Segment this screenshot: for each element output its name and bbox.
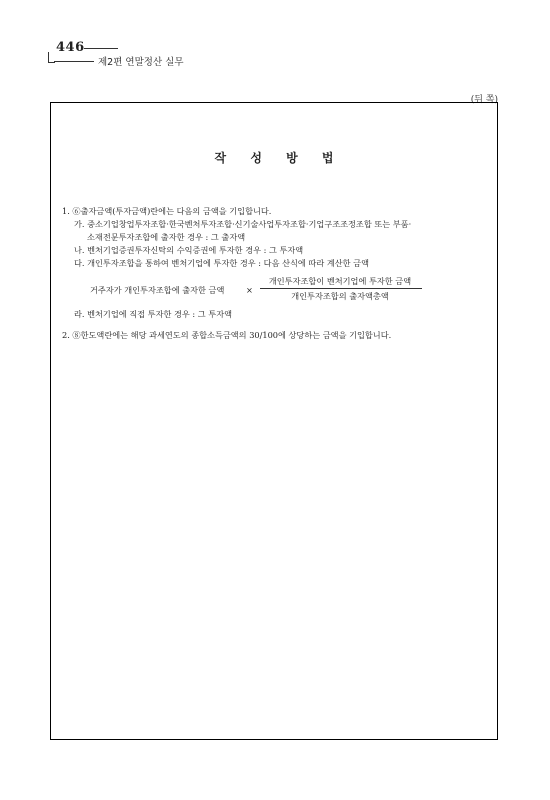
item-1-na: 나. 벤처기업증권투자신탁의 수익증권에 투자한 경우 : 그 투자액 xyxy=(74,245,304,255)
item-1-ga-line2: 소재전문투자조합에 출자한 경우 : 그 출자액 xyxy=(87,232,246,242)
item-2-heading: 2. ⑧한도액란에는 해당 과세연도의 종합소득금액의 30/100에 상당하는 금액을 기입합니다. xyxy=(62,330,392,340)
item-1-ra: 라. 벤처기업에 직접 투자한 경우 : 그 투자액 xyxy=(74,309,233,319)
calculation-formula xyxy=(62,275,492,305)
form-title: 작 성 방 법 xyxy=(214,151,344,165)
spacer xyxy=(62,321,492,329)
instructions-content xyxy=(62,205,492,342)
formula-prefix: 거주자가 개인투자조합에 출자한 금액 xyxy=(90,285,225,295)
page-number: 446 xyxy=(56,40,85,55)
formula-multiply-sign: × xyxy=(246,285,253,295)
item-1-da: 다. 개인투자조합을 통하여 벤처기업에 투자한 경우 : 다음 산식에 따라 계산한 금액 xyxy=(74,258,369,268)
header-rule-top xyxy=(84,48,118,49)
header-rule-bottom xyxy=(54,61,94,62)
formula-fraction-bar xyxy=(260,288,422,289)
back-side-label: (뒤 쪽) xyxy=(470,95,498,105)
instructions-box xyxy=(50,102,498,740)
section-title: 제2편 연말정산 실무 xyxy=(98,57,184,68)
formula-numerator: 개인투자조합이 벤처기업에 투자한 금액 xyxy=(268,276,412,286)
item-1-ga-line1: 가. 중소기업창업투자조합·한국벤처투자조합·신기술사업투자조합·기업구조조정조합 또는 부품· xyxy=(74,219,412,229)
item-1-heading: 1. ⑥출자금액(투자금액)란에는 다음의 금액을 기입합니다. xyxy=(62,206,272,216)
formula-denominator: 개인투자조합의 출자액총액 xyxy=(291,291,389,301)
